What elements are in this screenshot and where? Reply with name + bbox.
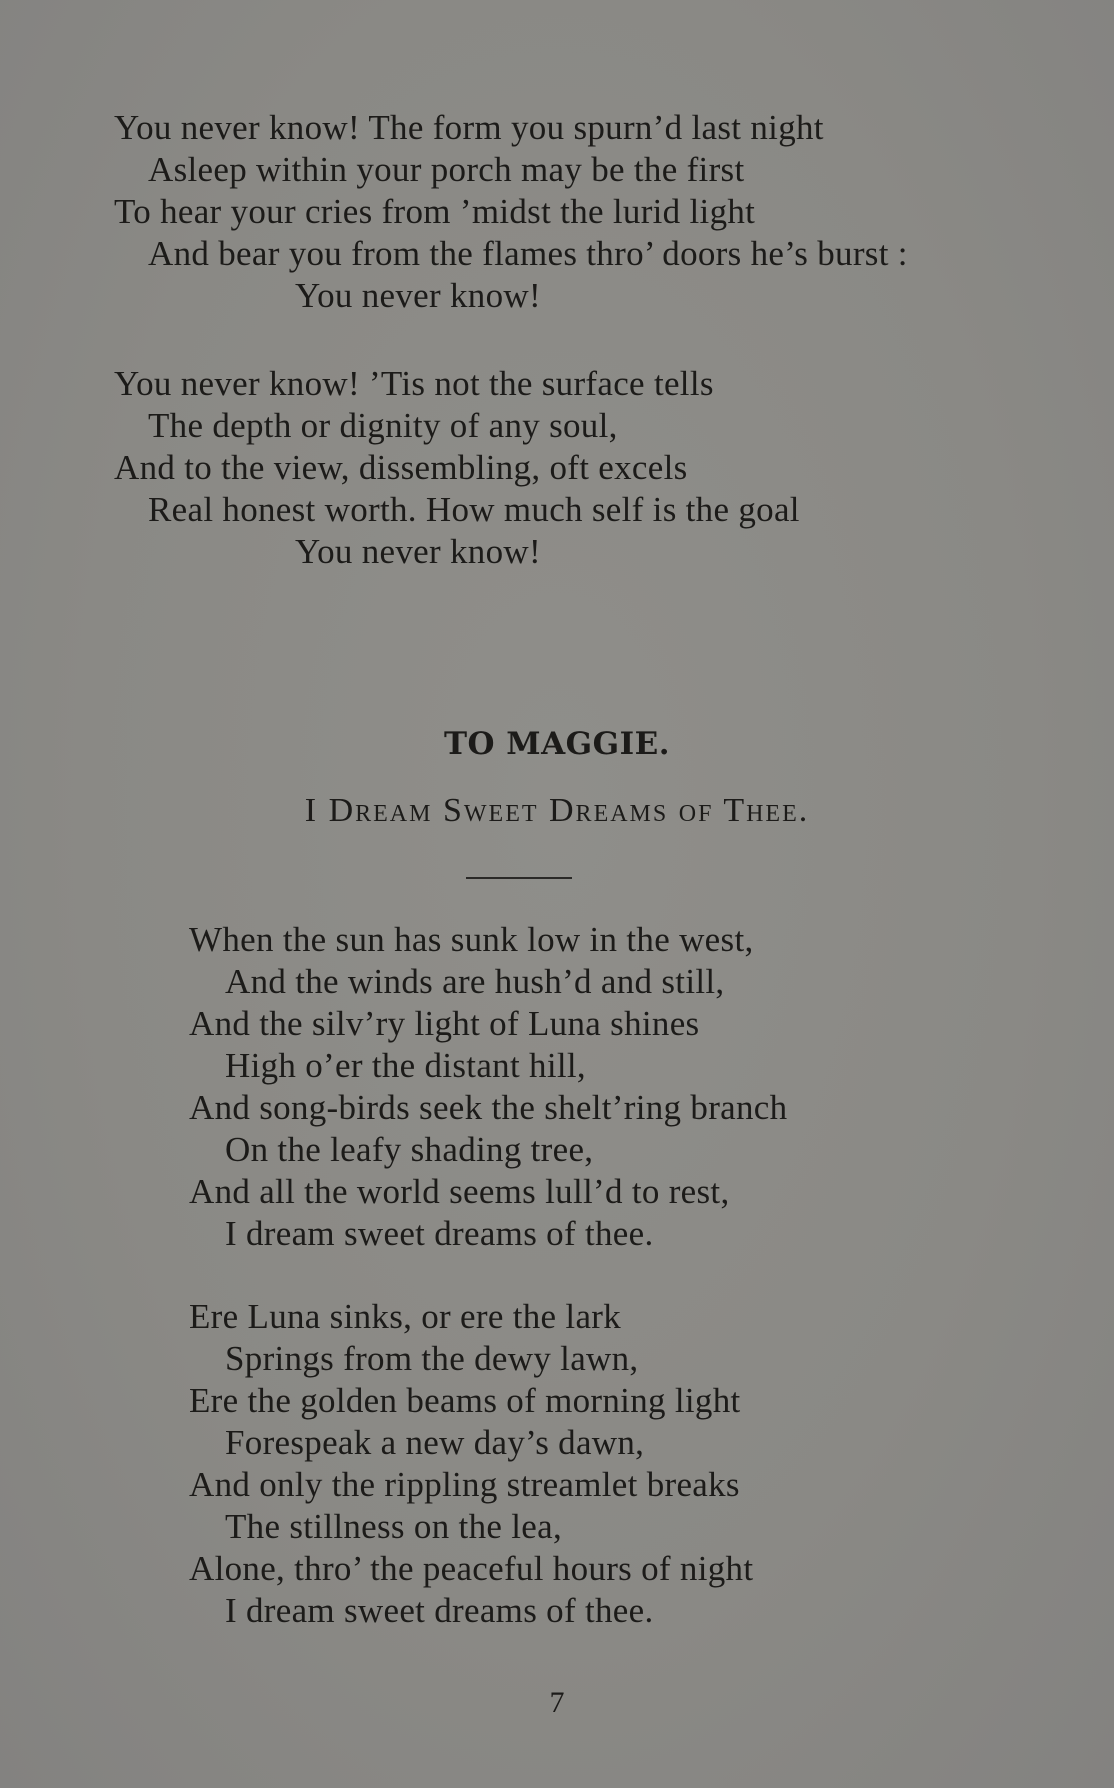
poem-line: And bear you from the flames thro’ doors he’s burst : [148,234,908,273]
poem-line: I dream sweet dreams of thee. [225,1214,654,1253]
poem-line: Asleep within your porch may be the first [148,150,745,189]
poem-line: On the leafy shading tree, [225,1130,594,1169]
poem-line: Real honest worth. How much self is the goal [148,490,800,529]
poem-line: And the silv’ry light of Luna shines [189,1004,700,1043]
poem-line: You never know! The form you spurn’d last night [114,108,824,147]
poem-title: TO MAGGIE. [443,726,671,762]
poem-line: And song-birds seek the shelt’ring branch [189,1088,788,1127]
poem-line: And all the world seems lull’d to rest, [189,1172,730,1211]
poem-line: Ere the golden beams of morning light [189,1381,741,1420]
poem-subtitle: I Dream Sweet Dreams of Thee. [304,792,810,829]
poem-line: And the winds are hush’d and still, [225,962,725,1001]
title-divider [466,877,572,879]
poem-line: And to the view, dissembling, oft excels [114,448,688,487]
page-number: 7 [549,1686,565,1719]
poem-line: I dream sweet dreams of thee. [225,1591,654,1630]
poem-line: And only the rippling streamlet breaks [189,1465,740,1504]
poem-line: The stillness on the lea, [225,1507,563,1546]
poem-line: Ere Luna sinks, or ere the lark [189,1297,622,1336]
poem-line: When the sun has sunk low in the west, [189,920,754,959]
poem-line: Forespeak a new day’s dawn, [225,1423,645,1462]
poem-refrain: You never know! [295,276,541,315]
poem-refrain: You never know! [295,532,541,571]
poem-line: Springs from the dewy lawn, [225,1339,639,1378]
poem-line: High o’er the distant hill, [225,1046,586,1085]
poem-line: The depth or dignity of any soul, [148,406,618,445]
poem-line: Alone, thro’ the peaceful hours of night [189,1549,754,1588]
poem-line: To hear your cries from ’midst the lurid light [114,192,756,231]
poem-line: You never know! ’Tis not the surface tells [114,364,714,403]
